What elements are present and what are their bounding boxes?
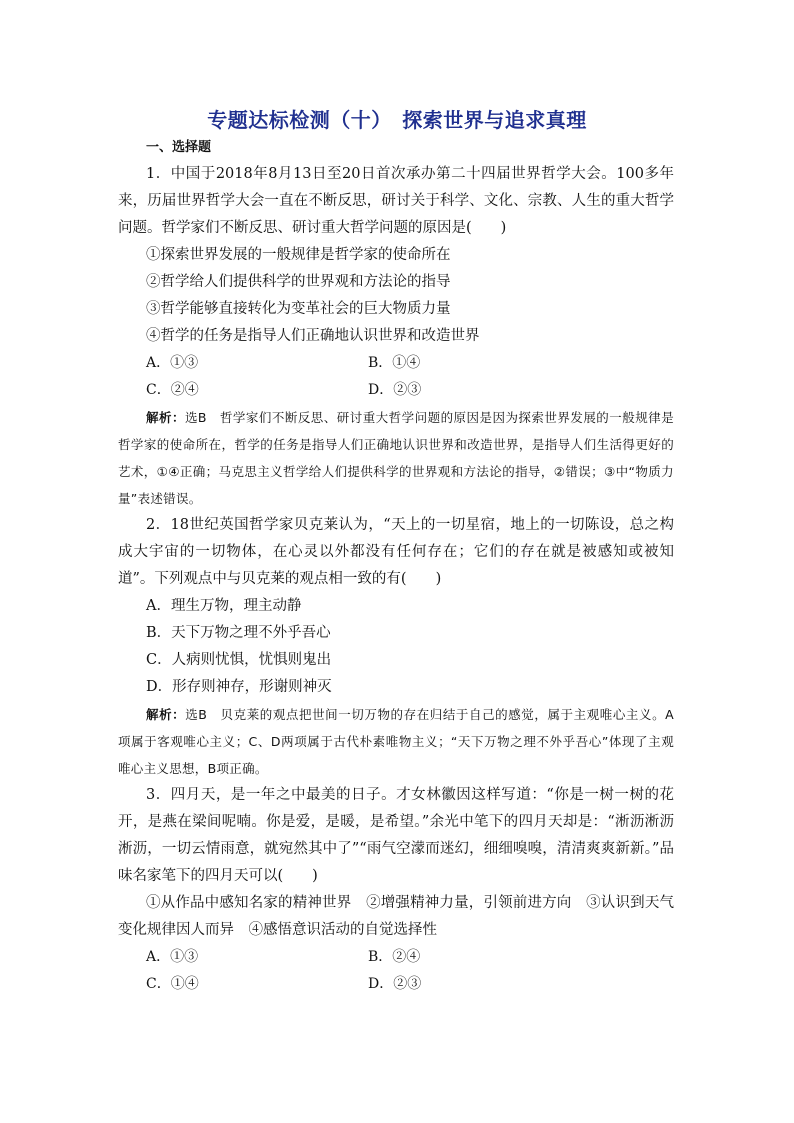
question-3-choice-b: B．②④ <box>368 949 421 965</box>
question-1-stem: 1．中国于2018年8月13日至20日首次承办第二十四届世界哲学大会。100多年来，历届世界哲学大会一直在不断反思，研讨关于科学、文化、宗教、人生的重大哲学问题。哲学家们不断反思、研讨重大哲学问题的原因是( ) <box>118 166 674 236</box>
question-1-item-3: ③哲学能够直接转化为变革社会的巨大物质力量 <box>146 301 451 317</box>
question-1-choice-a: A．①③ <box>146 355 199 371</box>
question-1-choice-c: C．②④ <box>146 382 199 398</box>
question-2-option-a: A．理生万物，理主动静 <box>146 598 302 614</box>
content <box>118 136 674 998</box>
question-2-option-c: C．人病则忧惧，忧惧则鬼出 <box>146 652 332 668</box>
question-1-item-4: ④哲学的任务是指导人们正确地认识世界和改造世界 <box>146 328 480 344</box>
question-3-choice-a: A．①③ <box>146 949 199 965</box>
section-heading: 一、选择题 <box>146 140 212 155</box>
question-3-choice-d: D．②③ <box>368 976 422 992</box>
page-title: 专题达标检测（十） 探索世界与追求真理 <box>207 108 587 132</box>
question-1-analysis <box>118 404 674 512</box>
question-1-choices-row-2 <box>146 377 674 404</box>
question-1-choice-b: B．①④ <box>368 355 421 371</box>
question-3-choices-row-2 <box>146 971 674 998</box>
question-3-items: ①从作品中感知名家的精神世界 ②增强精神力量，引领前进方向 ③认识到天气变化规律因人而异 ④感悟意识活动的自觉选择性 <box>118 895 674 938</box>
analysis-label: 解析： <box>146 410 185 425</box>
analysis-label: 解析： <box>146 707 186 722</box>
question-3-choices-row-1 <box>146 944 674 971</box>
question-1-item-2: ②哲学给人们提供科学的世界观和方法论的指导 <box>146 274 451 290</box>
analysis-text: 选B 哲学家们不断反思、研讨重大哲学问题的原因是因为探索世界发展的一般规律是哲学家的使命所在，哲学的任务是指导人们正确地认识世界和改造世界，是指导人们生活得更好的艺术，①④正确；马克思主义哲学给人们提供科学的世界观和方法论的指导，②错误；③中“物质力量”表述错误。 <box>118 410 674 506</box>
question-2-option-d: D．形存则神存，形谢则神灭 <box>146 679 332 695</box>
question-2-analysis <box>118 701 674 782</box>
question-3-stem: 3．四月天，是一年之中最美的日子。才女林徽因这样写道：“你是一树一树的花开，是燕在梁间呢喃。你是爱，是暖，是希望。”余光中笔下的四月天却是：“淅沥淅沥淅沥，一切云情雨意，就宛然其中了”“雨气空濛而迷幻，细细嗅嗅，清清爽爽新新。”品味名家笔下的四月天可以( ) <box>118 787 674 884</box>
question-1-choices-row-1 <box>146 350 674 377</box>
question-1-choice-d: D．②③ <box>368 382 422 398</box>
analysis-text: 选B 贝克莱的观点把世间一切万物的存在归结于自己的感觉，属于主观唯心主义。A项属于客观唯心主义；C、D两项属于古代朴素唯物主义；“天下万物之理不外乎吾心”体现了主观唯心主义思想，B项正确。 <box>118 707 674 776</box>
question-2-option-b: B．天下万物之理不外乎吾心 <box>146 625 331 641</box>
question-3-choice-c: C．①④ <box>146 976 199 992</box>
question-2-stem: 2．18世纪英国哲学家贝克莱认为，“天上的一切星宿，地上的一切陈设，总之构成大宇宙的一切物体，在心灵以外都没有任何存在；它们的存在就是被感知或被知道”。下列观点中与贝克莱的观点相一致的有( ) <box>118 517 674 587</box>
question-1-item-1: ①探索世界发展的一般规律是哲学家的使命所在 <box>146 247 451 263</box>
